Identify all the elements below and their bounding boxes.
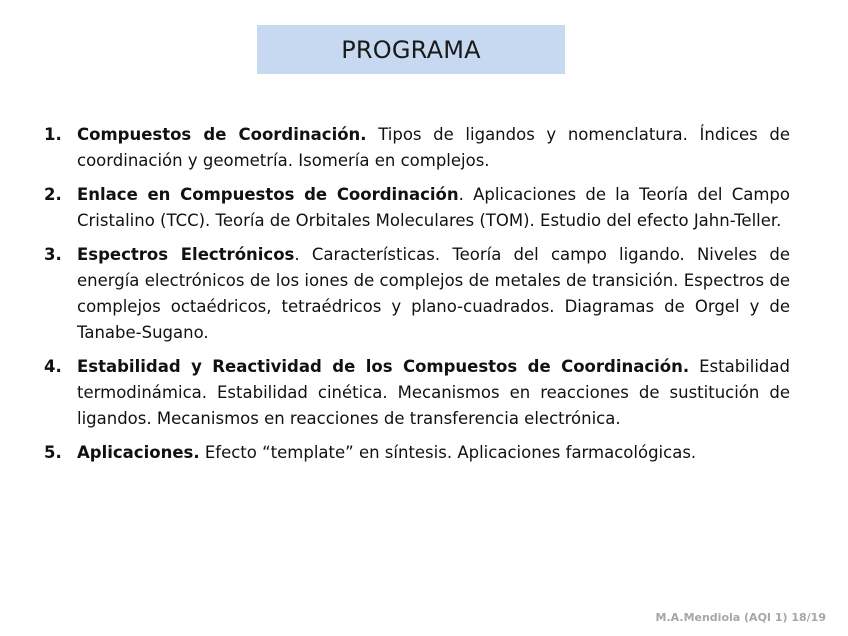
item-heading: Compuestos de Coordinación. xyxy=(77,125,367,144)
list-item xyxy=(44,242,790,346)
item-heading: Espectros Electrónicos xyxy=(77,245,295,264)
page-title: PROGRAMA xyxy=(341,35,481,64)
program-list xyxy=(44,122,790,474)
item-number: 4. xyxy=(44,357,62,376)
item-description: . Características. Teoría del campo ligando. Niveles de energía electrónicos de los iones de complejos de metales de transición. Espectros de complejos octaédricos, tetraédricos y plano-cuadrados. Diagramas de Orgel y de Tanabe-Sugano. xyxy=(77,245,790,342)
item-description: Estabilidad termodinámica. Estabilidad cinética. Mecanismos en reacciones de sustitución de ligandos. Mecanismos en reacciones de transferencia electrónica. xyxy=(77,357,790,428)
item-content xyxy=(77,182,790,234)
item-description: . Aplicaciones de la Teoría del Campo Cristalino (TCC). Teoría de Orbitales Moleculares (TOM). Estudio del efecto Jahn-Teller. xyxy=(77,185,790,230)
item-heading: Aplicaciones. xyxy=(77,443,200,462)
footer-credit: M.A.Mendiola (AQI 1) 18/19 xyxy=(655,611,826,624)
item-number: 3. xyxy=(44,245,62,264)
list-item xyxy=(44,182,790,234)
item-number: 1. xyxy=(44,125,62,144)
item-description: Efecto “template” en síntesis. Aplicaciones farmacológicas. xyxy=(199,443,697,462)
list-item xyxy=(44,354,790,432)
item-description: Tipos de ligandos y nomenclatura. Índices de coordinación y geometría. Isomería en complejos. xyxy=(77,125,790,170)
item-content xyxy=(77,440,790,466)
item-heading: Enlace en Compuestos de Coordinación xyxy=(77,185,459,204)
list-item xyxy=(44,122,790,174)
title-box xyxy=(257,25,565,74)
item-content xyxy=(77,242,790,346)
item-number: 2. xyxy=(44,185,62,204)
item-heading: Estabilidad y Reactividad de los Compuestos de Coordinación. xyxy=(77,357,690,376)
item-content xyxy=(77,122,790,174)
item-number: 5. xyxy=(44,443,62,462)
item-content xyxy=(77,354,790,432)
list-item xyxy=(44,440,790,466)
